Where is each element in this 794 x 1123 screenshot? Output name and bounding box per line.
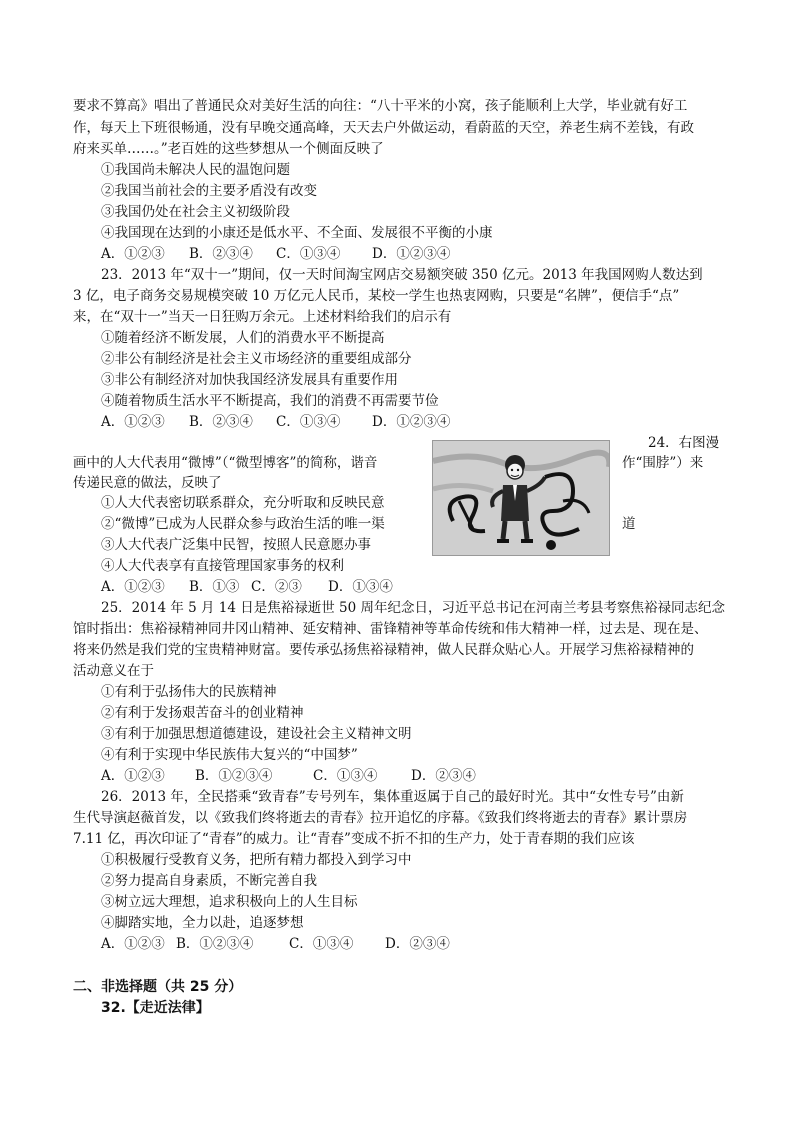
q23-statement-1: ①随着经济不断发展，人们的消费水平不断提高 [101,330,385,346]
q22-statement-4: ④我国现在达到的小康还是低水平、不全面、发展很不平衡的小康 [101,225,493,241]
q22-line1: 要求不算高》唱出了普通民众对美好生活的向往：“八十平米的小窝，孩子能顺利上大学，毕业就有好工 [73,98,688,114]
q25-option-d: D．②③④ [411,768,476,784]
q24-option-b: B．①③ [189,579,240,595]
q26-line2: 生代导演赵薇首发，以《致我们终将逝去的青春》拉开追忆的序幕。《致我们终将逝去的青春》累计票房 [73,810,688,826]
q24-statement-2-tail: 道 [622,516,636,532]
q22-line2: 作，每天上下班很畅通，没有早晚交通高峰，天天去户外做运动，看蔚蓝的天空，养老生病不差钱，有政 [73,120,694,136]
q26-statement-4: ④脚踏实地，全力以赴，追逐梦想 [101,915,304,931]
q24-line2: 画中的人大代表用“微博”（“微型博客”的简称，谐音 [73,455,378,471]
q26-option-a: A．①②③ [101,936,165,952]
section-2-title: 二、非选择题（共 25 分） [73,979,243,995]
q25-line4: 活动意义在于 [73,663,154,679]
q22-options [101,244,450,264]
q23-option-d: D．①②③④ [372,414,451,430]
q24-option-c: C．②③ [251,579,302,595]
q25-option-a: A．①②③ [101,768,165,784]
q22-statement-2: ②我国当前社会的主要矛盾没有改变 [101,183,317,199]
q26-options [101,934,450,954]
q24-option-d: D．①③④ [328,579,393,595]
q24-statement-3: ③人大代表广泛集中民智，按照人民意愿办事 [101,537,371,553]
q25-option-c: C．①③④ [313,768,378,784]
q22-statement-1: ①我国尚未解决人民的温饱问题 [101,162,290,178]
q26-statement-3: ③树立远大理想，追求积极向上的人生目标 [101,894,358,910]
q26-option-d: D．②③④ [385,936,450,952]
cartoon-drawing [433,441,609,555]
q24-line1: 24．右图漫 [648,435,720,451]
q23-option-b: B．②③④ [189,414,253,430]
q25-statement-2: ②有利于发扬艰苦奋斗的创业精神 [101,705,304,721]
q23-options [101,412,450,432]
q25-statement-1: ①有利于弘扬伟大的民族精神 [101,684,277,700]
q25-options [101,766,476,786]
q32-heading: 32.【走近法律】 [101,1000,210,1016]
q23-statement-3: ③非公有制经济对加快我国经济发展具有重要作用 [101,372,398,388]
q23-line2: 3 亿，电子商务交易规模突破 10 万亿元人民币，某校一学生也热衷网购，只要是“名牌”，便信手“点” [73,288,680,304]
q23-statement-2: ②非公有制经济是社会主义市场经济的重要组成部分 [101,351,412,367]
q24-statement-4: ④人大代表享有直接管理国家事务的权利 [101,558,344,574]
q23-line3: 来，在“双十一”当天一日狂购万余元。上述材料给我们的启示有 [73,309,452,325]
q25-option-b: B．①②③④ [195,768,273,784]
q24-statement-1: ①人大代表密切联系群众，充分听取和反映民意 [101,495,385,511]
q25-line3: 将来仍然是我们党的宝贵精神财富。要传承弘扬焦裕禄精神，做人民群众贴心人。开展学习焦裕禄精神的 [73,642,694,658]
q22-option-c: C．①③④ [276,246,341,262]
q26-option-b: B．①②③④ [176,936,254,952]
q25-line1: 25．2014 年 5 月 14 日是焦裕禄逝世 50 周年纪念日，习近平总书记在河南兰考县考察焦裕禄同志纪念 [101,600,726,616]
q26-line1: 26．2013 年，全民搭乘“致青春”专号列车，集体重返属于自己的最好时光。其中“女性专号”由新 [101,789,684,805]
q23-option-a: A．①②③ [101,414,165,430]
q26-option-c: C．①③④ [289,936,354,952]
q23-line1: 23．2013 年“双十一”期间，仅一天时间淘宝网店交易额突破 350 亿元。2013 年我国网购人数达到 [101,267,703,283]
q25-statement-4: ④有利于实现中华民族伟大复兴的“中国梦” [101,747,358,763]
q22-option-b: B．②③④ [189,246,253,262]
q24-statement-2: ②“微博”已成为人民群众参与政治生活的唯一渠 [101,516,385,532]
cartoon-image [432,440,610,556]
q24-options [101,577,393,597]
q22-statement-3: ③我国仍处在社会主义初级阶段 [101,204,290,220]
q26-statement-1: ①积极履行受教育义务，把所有精力都投入到学习中 [101,852,412,868]
q24-line2-tail: 作“围脖”）来 [622,455,704,471]
q26-line3: 7.11 亿，再次印证了“青春”的威力。让“青春”变成不折不扣的生产力，处于青春期的我们应该 [73,831,635,847]
q25-line2: 馆时指出：焦裕禄精神同井冈山精神、延安精神、雷锋精神等革命传统和伟大精神一样，过去是、现在是、 [73,621,708,637]
q26-statement-2: ②努力提高自身素质，不断完善自我 [101,873,317,889]
q22-option-a: A．①②③ [101,246,165,262]
q24-option-a: A．①②③ [101,579,165,595]
q25-statement-3: ③有利于加强思想道德建设，建设社会主义精神文明 [101,726,412,742]
q24-line3: 传递民意的做法，反映了 [73,475,222,491]
q22-line3: 府来买单……。”老百姓的这些梦想从一个侧面反映了 [73,141,384,157]
q22-option-d: D．①②③④ [372,246,451,262]
q23-option-c: C．①③④ [276,414,341,430]
q23-statement-4: ④随着物质生活水平不断提高，我们的消费不再需要节俭 [101,393,439,409]
